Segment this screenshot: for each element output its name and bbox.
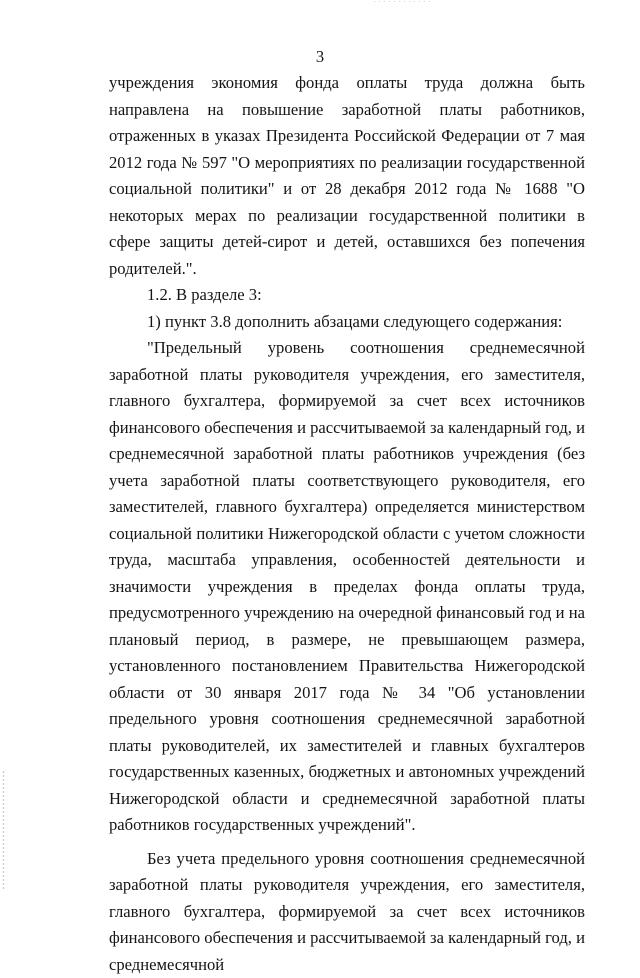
paragraph: 1.2. В разделе 3: [109, 282, 585, 309]
paragraph: Без учета предельного уровня соотношения среднемесячной заработной платы руководителя учреждения, его заместителя, главного бухгалтера, формируемой за счет всех источников финансового обеспечения и рассчитываемой за календарный год, и среднемесячной [109, 846, 585, 978]
scan-artifact [372, 0, 432, 3]
paragraph: "Предельный уровень соотношения среднемесячной заработной платы руководителя учреждения, его заместителя, главного бухгалтера, формируемой за счет всех источников финансового обеспечения и рассчитываемой за календарный год, и среднемесячной заработной платы работников учреждения (без учета заработной платы соответствующего руководителя, его заместителей, главного бухгалтера) определяется министерством социальной политики Нижегородской области с учетом сложности труда, масштаба управления, особенностей деятельности и значимости учреждения в пределах фонда оплаты труда, предусмотренного учреждению на очередной финансовый год и на плановый период, в размере, не превышающем размера, установленного постановлением Правительства Нижегородской области от 30 января 2017 года № 34 "Об установлении предельного уровня соотношения среднемесячной заработной платы руководителей, их заместителей и главных бухгалтеров государственных казенных, бюджетных и автономных учреждений Нижегородской области и среднемесячной заработной платы работников государственных учреждений". [109, 335, 585, 839]
document-body [109, 70, 585, 978]
page-number: 3 [0, 47, 640, 67]
scan-artifact [2, 770, 5, 890]
paragraph: 1) пункт 3.8 дополнить абзацами следующего содержания: [109, 309, 585, 336]
paragraph: учреждения экономия фонда оплаты труда должна быть направлена на повышение заработной платы работников, отраженных в указах Президента Российской Федерации от 7 мая 2012 года № 597 "О мероприятиях по реализации государственной социальной политики" и от 28 декабря 2012 года № 1688 "О некоторых мерах по реализации государственной политики в сфере защиты детей-сирот и детей, оставшихся без попечения родителей.". [109, 70, 585, 282]
